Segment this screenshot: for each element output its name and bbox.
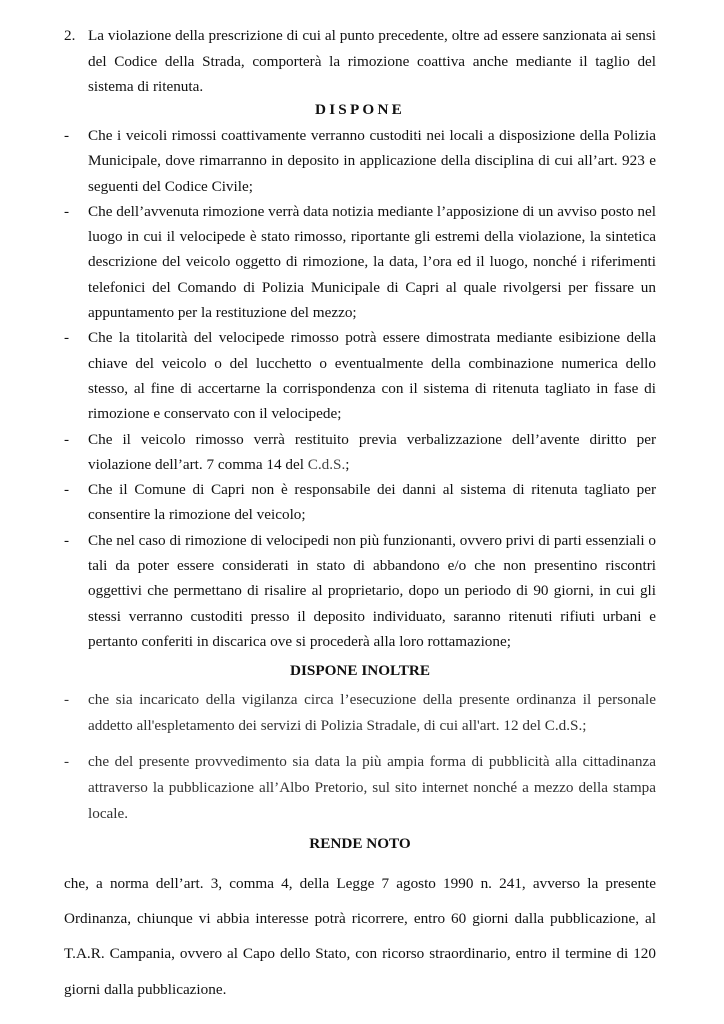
list-item <box>64 749 656 827</box>
heading-dispone: DISPONE <box>315 101 405 118</box>
list-item-text: Che dell’avvenuta rimozione verrà data notizia mediante l’apposizione di un avviso posto nel luogo in cui il velocipede è stato rimosso, riportante gli estremi della violazione, la sintetica descrizione del veicolo oggetto di rimozione, la data, l’ora ed il luogo, nonché i riferimenti telefonici del Comando di Polizia Municipale di Capri al quale rivolgersi per fissare un appuntamento per la restituzione del mezzo; <box>88 202 656 322</box>
list-bullet: - <box>64 202 70 220</box>
point-number: 2. <box>64 27 76 44</box>
list-bullet: - <box>64 329 70 347</box>
list-item-text-end: ; <box>345 455 350 473</box>
list-item <box>64 199 656 325</box>
list-item-text: Che il Comune di Capri non è responsabile dei danni al sistema di ritenuta tagliato per consentire la rimozione del veicolo; <box>88 481 656 524</box>
list-item <box>64 477 656 528</box>
cds-abbreviation: C.d.S. <box>307 455 346 473</box>
dispone-inoltre-list <box>64 687 656 827</box>
list-item-text: Che il veicolo rimosso verrà restituito previa verbalizzazione dell’avente diritto per violazione dell’art. 7 comma 14 del <box>88 430 656 473</box>
list-bullet: - <box>64 430 70 448</box>
list-item-text: che del presente provvedimento sia data la più ampia forma di pubblicità alla cittadinanza attraverso la pubblicazione all’Albo Pretorio, sul sito internet nonché a mezzo della stampa locale. <box>88 753 656 822</box>
list-item <box>64 427 656 478</box>
list-bullet: - <box>64 691 70 708</box>
list-bullet: - <box>64 481 70 499</box>
list-item <box>64 528 656 654</box>
list-bullet: - <box>64 753 70 770</box>
list-item-text: Che nel caso di rimozione di velocipedi non più funzionanti, ovvero privi di parti essenziali o tali da poter essere considerati in stato di abbandono e/o che non presentino riscontri oggettivi che permettano di risalire al proprietario, dopo un periodo di 90 giorni, in cui gli stessi verranno custoditi presso il deposito individuato, saranno ritenuti rifiuti urbani e pertanto conferiti in discarica ove si procederà alla loro rottamazione; <box>88 531 656 650</box>
list-bullet: - <box>64 531 70 549</box>
list-bullet: - <box>64 127 70 144</box>
list-item-text: Che la titolarità del velocipede rimosso potrà essere dimostrata mediante esibizione della chiave del veicolo o del lucchetto o eventualmente della combinazione numerica dello stesso, al fine di accertarne la corrispondenza con il sistema di ritenuta tagliato in fase di rimozione e conservato con il velocipede; <box>88 329 656 423</box>
heading-rende-noto: RENDE NOTO <box>309 835 411 852</box>
heading-dispone-inoltre: DISPONE INOLTRE <box>290 662 430 679</box>
list-item-text: Che i veicoli rimossi coattivamente verranno custoditi nei locali a disposizione della Polizia Municipale, dove rimarranno in deposito in applicazione della disciplina di cui all’art. 923 e seguenti del Codice Civile; <box>88 127 656 195</box>
list-item <box>64 687 656 739</box>
dispone-list <box>64 123 656 654</box>
point-2-paragraph <box>64 23 656 100</box>
list-item <box>64 325 656 426</box>
point-2-text: La violazione della prescrizione di cui al punto precedente, oltre ad essere sanzionata ai sensi del Codice della Strada, comporterà la rimozione coattiva anche mediante il taglio del sistema di ritenuta. <box>88 27 656 95</box>
list-item <box>64 123 656 199</box>
list-item-text: che sia incaricato della vigilanza circa l’esecuzione della presente ordinanza il personale addetto all'espletamento dei servizi di Polizia Stradale, di cui all'art. 12 del C.d.S.; <box>88 691 656 734</box>
rende-noto-paragraph: che, a norma dell’art. 3, comma 4, della Legge 7 agosto 1990 n. 241, avverso la presente Ordinanza, chiunque vi abbia interesse potrà ricorrere, entro 60 giorni dalla pubblicazione, al T.A.R. Campania, ovvero al Capo dello Stato, con ricorso straordinario, entro il termine di 120 giorni dalla pubblicazione. <box>64 875 656 998</box>
